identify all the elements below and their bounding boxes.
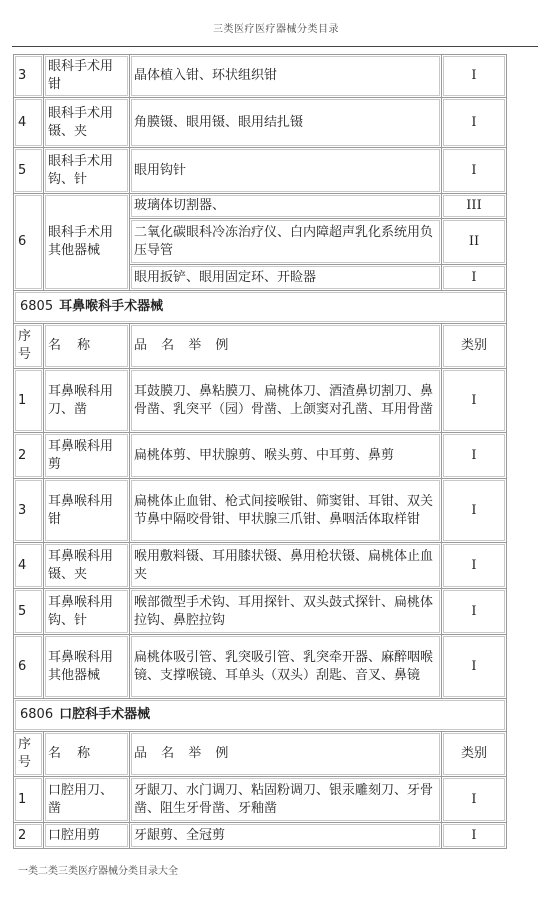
row-name: 耳鼻喉科用钳 — [44, 479, 130, 543]
col-header-class: 类别 — [442, 324, 507, 369]
table-row — [14, 433, 507, 479]
col-header-no: 序号 — [14, 324, 44, 369]
row-name: 耳鼻喉科用镊、夹 — [44, 543, 130, 589]
column-header-row — [14, 732, 507, 777]
section-title: 口腔科手术器械 — [59, 707, 151, 722]
row-number: 6 — [14, 194, 44, 291]
table-row — [14, 479, 507, 543]
section-code: 6805 — [20, 299, 54, 314]
row-number: 1 — [14, 369, 44, 433]
col-header-name: 名 称 — [44, 324, 130, 369]
row-number: 6 — [14, 635, 44, 699]
row-class: I — [442, 433, 507, 479]
row-class: I — [442, 589, 507, 635]
row-class: I — [442, 148, 507, 194]
row-number: 3 — [14, 55, 44, 98]
row-class: I — [442, 543, 507, 589]
table-row — [14, 148, 507, 194]
section-heading-6806 — [14, 699, 507, 732]
row-class: I — [442, 265, 507, 291]
table-row — [14, 589, 507, 635]
row-number: 5 — [14, 148, 44, 194]
row-name: 耳鼻喉科用剪 — [44, 433, 130, 479]
table-row — [14, 777, 507, 823]
row-examples: 牙龈剪、全冠剪 — [130, 823, 442, 849]
table-row — [14, 823, 507, 849]
row-class: I — [442, 479, 507, 543]
row-class: III — [442, 194, 507, 219]
row-name: 耳鼻喉科用钩、针 — [44, 589, 130, 635]
row-examples: 二氧化碳眼科冷冻治疗仪、白内障超声乳化系统用负压导管 — [130, 219, 442, 265]
row-examples: 晶体植入钳、环状组织钳 — [130, 55, 442, 98]
row-examples: 喉部微型手术钩、耳用探针、双头鼓式探针、扁桃体拉钩、鼻腔拉钩 — [130, 589, 442, 635]
row-name: 眼科手术用其他器械 — [44, 194, 130, 291]
row-examples: 扁桃体止血钳、枪式间接喉钳、筛窦钳、耳钳、双关节鼻中隔咬骨钳、甲状腺三爪钳、鼻咽活体取样钳 — [130, 479, 442, 543]
row-class: I — [442, 55, 507, 98]
page-footer: 一类二类三类医疗器械分类目录大全 — [18, 866, 178, 877]
row-name: 口腔用刀、凿 — [44, 777, 130, 823]
section-heading — [14, 291, 507, 324]
row-class: I — [442, 635, 507, 699]
row-number: 4 — [14, 543, 44, 589]
section-code: 6806 — [20, 707, 54, 722]
row-name: 眼科手术用镊、夹 — [44, 98, 130, 148]
section-title: 耳鼻喉科手术器械 — [59, 299, 164, 314]
row-name: 眼科手术用钩、针 — [44, 148, 130, 194]
row-class: I — [442, 369, 507, 433]
row-number: 2 — [14, 433, 44, 479]
row-examples: 扁桃体剪、甲状腺剪、喉头剪、中耳剪、鼻剪 — [130, 433, 442, 479]
table-row — [14, 194, 507, 219]
table-row — [14, 98, 507, 148]
row-name: 耳鼻喉科用其他器械 — [44, 635, 130, 699]
row-class: I — [442, 777, 507, 823]
page-header: 三类医疗医疗器械分类目录 — [213, 24, 339, 35]
col-header-examples: 品 名 举 例 — [130, 324, 442, 369]
row-examples: 眼用钩针 — [130, 148, 442, 194]
row-number: 1 — [14, 777, 44, 823]
row-examples: 耳鼓膜刀、鼻粘膜刀、扁桃体刀、酒渣鼻切割刀、鼻骨凿、乳突平（园）骨凿、上颌窦对孔凿、耳用骨凿 — [130, 369, 442, 433]
table-row — [14, 55, 507, 98]
section-heading-6805 — [14, 291, 507, 324]
row-number: 5 — [14, 589, 44, 635]
row-examples: 角膜镊、眼用镊、眼用结扎镊 — [130, 98, 442, 148]
col-header-class: 类别 — [442, 732, 507, 777]
device-classification-table — [13, 54, 507, 849]
table-row — [14, 369, 507, 433]
row-number: 2 — [14, 823, 44, 849]
row-name: 口腔用剪 — [44, 823, 130, 849]
col-header-name: 名 称 — [44, 732, 130, 777]
row-examples: 玻璃体切割器、 — [130, 194, 442, 219]
row-number: 3 — [14, 479, 44, 543]
row-class: I — [442, 98, 507, 148]
table-row — [14, 543, 507, 589]
row-name: 眼科手术用钳 — [44, 55, 130, 98]
column-header-row — [14, 324, 507, 369]
section-heading — [14, 699, 507, 732]
row-examples: 扁桃体吸引管、乳突吸引管、乳突牵开器、麻醉咽喉镜、支撑喉镜、耳单头（双头）刮匙、音叉、鼻镜 — [130, 635, 442, 699]
row-class: II — [442, 219, 507, 265]
col-header-no: 序号 — [14, 732, 44, 777]
row-name: 耳鼻喉科用刀、凿 — [44, 369, 130, 433]
row-examples: 牙龈刀、水门调刀、粘固粉调刀、银汞雕刻刀、牙骨凿、阻生牙骨凿、牙釉凿 — [130, 777, 442, 823]
table-row — [14, 635, 507, 699]
header-rule — [12, 46, 538, 47]
col-header-examples: 品 名 举 例 — [130, 732, 442, 777]
row-examples: 眼用扳铲、眼用固定环、开睑器 — [130, 265, 442, 291]
row-number: 4 — [14, 98, 44, 148]
row-class: I — [442, 823, 507, 849]
row-examples: 喉用敷料镊、耳用膝状镊、鼻用枪状镊、扁桃体止血夹 — [130, 543, 442, 589]
